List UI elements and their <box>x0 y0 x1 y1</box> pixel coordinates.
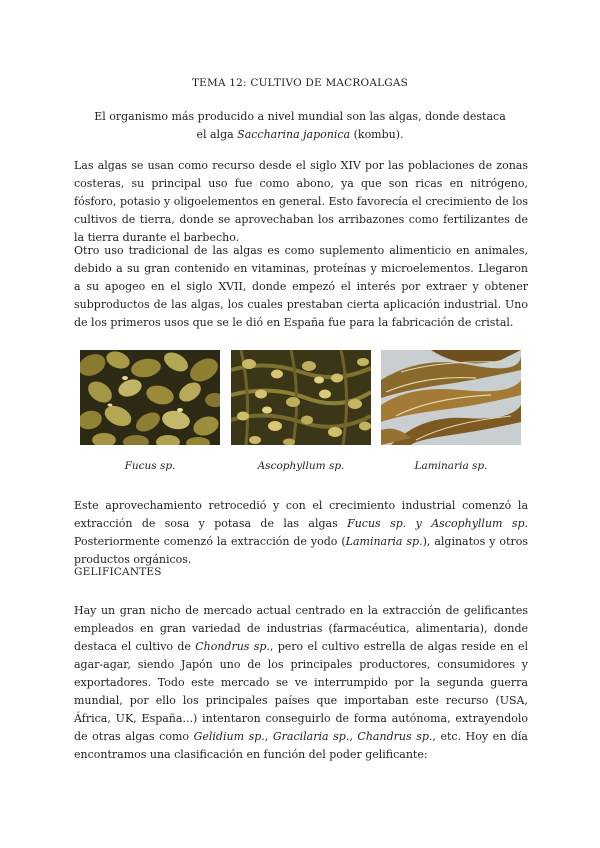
p4-text-3: , etc. Hoy en día encontramos una clasificación en función del poder gelificante: <box>74 730 528 761</box>
p4-text-2: , pero el cultivo estrella de algas reside en el agar-agar, siendo Japón uno de los principales productores, consumidores y exportadores. Todo este mercado se ve interrumpido por la segunda guerra mundial, por ello los principales países que importaban este recurso (USA, África, UK, España...) intentaron conseguirlo de forma autónoma, extrayendolo de otras algas como <box>74 640 528 743</box>
intro-pre: el alga <box>196 128 238 141</box>
laminaria-photo <box>381 350 521 445</box>
intro-text <box>60 108 540 144</box>
caption-fucus: Fucus sp. <box>124 460 176 472</box>
intro-line-1: El organismo más producido a nivel mundial son las algas, donde destaca <box>94 110 506 123</box>
paragraph-gelificantes <box>74 602 528 764</box>
ascophyllum-photo <box>231 350 371 445</box>
section-heading-gelificantes: GELIFICANTES <box>74 566 162 578</box>
p3-species-2: Laminaria sp. <box>345 535 423 548</box>
paragraph-industrial <box>74 497 528 569</box>
p3-text-2: Posteriormente comenzó la extracción de yodo ( <box>74 535 346 548</box>
paragraph-food-use: Otro uso tradicional de las algas es como suplemento alimenticio en animales, debido a su gran contenido en vitaminas, proteínas y microelementos. Llegaron a su apogeo en el siglo XVII, donde empezó el interés por extraer y obtener subproductos de las algas, los cuales prestaban cierta aplicación industrial. Uno de los primeros usos que se le dió en España fue para la fabricación de cristal. <box>74 244 528 329</box>
p4-species-1: Chondrus sp. <box>195 640 270 653</box>
fucus-photo <box>80 350 220 445</box>
paragraph-history: Las algas se usan como recurso desde el siglo XIV por las poblaciones de zonas costeras, su principal uso fue como abono, ya que son ricas en nitrógeno, fósforo, potasio y oligoelementos en general. Esto favorecía el crecimiento de los cultivos de tierra, donde se aprovechaban los arribazones como fertilizantes de la tierra durante el barbecho. <box>74 159 528 244</box>
p4-text-1: Hay un gran nicho de mercado actual centrado en la extracción de gelificantes empleados en gran variedad de industrias (farmacéutica, alimentaria), donde destaca el cultivo de <box>74 604 528 653</box>
page-title: TEMA 12: CULTIVO DE MACROALGAS <box>191 77 409 89</box>
intro-species: Saccharina japonica <box>237 128 351 141</box>
p3-text-1: Este aprovechamiento retrocedió y con el crecimiento industrial comenzó la extracción de sosa y potasa de las algas <box>74 499 528 530</box>
p3-text-3: ), alginatos y otros productos orgánicos. <box>74 535 529 566</box>
intro-post: (kombu). <box>350 128 404 141</box>
p4-species-2: Gelidium sp., Gracilaria sp., Chandrus sp. <box>193 730 433 743</box>
caption-ascophyllum: Ascophyllum sp. <box>257 460 345 472</box>
p3-species-1: Fucus sp. y Ascophyllum sp. <box>347 517 528 530</box>
caption-laminaria: Laminaria sp. <box>414 460 488 472</box>
intro-line-2 <box>60 126 540 144</box>
